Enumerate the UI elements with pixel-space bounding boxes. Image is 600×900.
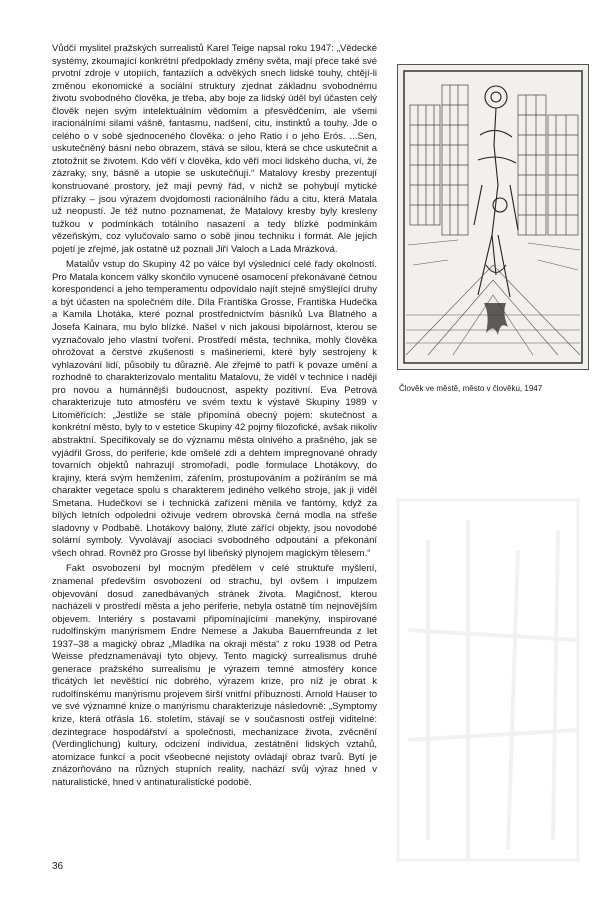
article-body <box>52 43 377 792</box>
page-number: 36 <box>52 861 64 872</box>
paragraph-teige-quote: Vůdčí myslitel pražských surrealistů Karel Teige napsal roku 1947: „Vědecké systémy, zkoumající konkrétní předpoklady změny světa, mají přece také své prvotní zdroje v utopiích, fantaziích a odvěkých snech lidské touhy, chtějí-li změnou ekonomické a sociální struktury zjednat základnu svobodnému životu svobodného člověka, je třeba, aby boje za lidský úděl byl účasten celý člověk nejen svým intelektuálním vědomím a přesvědčením, ale všemi iracionálními silami vášně, fantasmu, nadšení, citu, instinktů a touhy. Jde o celého o v sobě sjednoceného člověka: o jeho Ratio i o jeho Erós. ...Sen, uskutečněný básní nebo obrazem, stává se silou, která se chce uskutečnit a ztotožnit se životem. Kdo věří v člověka, kdo věří moci lidského ducha, ví, že zázraky, sny, básně a utopie se uskutečňují.“ Matalovy kresby prezentují konstruované prostory, jež mají pevný řád, v nichž se pohybují mytické přízraky – jsou výrazem dvojdomosti racionálního řádu a citu, která Matala už neopustí. Je též nutno poznamenat, že Matalovy kresby byly kresleny tužkou v podmínkách totálního nasazení a tedy blízké podmínkám vězeňským, coz vylučovalo samo o sobě jinou techniku i formát. Ale jejich pojetí je zřejmé, jak ostatně už poznali Jiří Valoch a Lada Mrázková. <box>52 43 377 255</box>
artwork-figure <box>397 64 589 370</box>
paragraph-skupina-42: Matalův vstup do Skupiny 42 po válce byl výslednicí celé řady okolností. Pro Matala koncem války skončilo vynucené osamocení překonávané četnou korespondencí a jeho temperamentu odpovídalo najít stejně smýšlející druhy a být účasten na společném díle. Díla Františka Grosse, Františka Hudečka a Kamila Lhotáka, které poznal prostřednictvím básníků Lva Blatného a Josefa Kainara, mu bylo blízké. Našel v nich jakousi bipolárnost, kterou se vyznačovalo jeho vlastní tvoření. Prostředí města, technika, mohly člověka ohrožovat a čerstvé zkušenosti s mašineriemi, které byly sestrojeny k vyhlazování lidí, působily tu důrazně. Ale zřejmě to patří k povaze umění a rozhodně to charakterizovalo mentalitu Matalovu, že viděl v technice i naději pro novou a humánnější budoucnost, aspekty pozitivní. Eva Petrová charakterizuje tuto atmosféru ve svém textu k výstavě Skupiny 1989 v Litoměřicích: „Jestliže se stále připomíná obecný pojem: skutečnost a konkrétní město, byly to v estetice Skupiny 42 pojmy filozofické, avšak nikoliv abstraktní. Specifikovaly se do významu města olnivého a prašného, jak se vyjádřil Gross, do periferie, kde omšelé zdi a dehtem impregnované ohrady tovarních objektů nahrazují stromořadí, podle formulace Lhotákovy, do krajiny, která svým hemžením, zářením, prostupováním a požíráním se má charakter vegetace spolu s charakterem jediného velkého stroje, jak ji viděl Smetana. Hudečkovi se i technická zařízení měnila ve fantómy, když za bílých letních odpoledni oživuje vedrem obrovská černá modla na střeše sladovny v Podbabě. Lhotákovy balóny, žluté zářící objekty, jsou novodobé solární symboly. Vyvolávají asociaci svobodného odpoutání a překonání všech ohrad. Rovněž pro Grosse byl libeňský plynojem magickým tělesem.“ <box>52 259 377 559</box>
paragraph-osvobozeni: Fakt osvobození byl mocným předělem v celé struktuře myšlení, znamenal především osvobození od strachu, byl ovšem i impulzem objevování dosud zanedbávaných stránek života. Magičnost, kterou nacházeli v prostředí města a jeho periferie, nebyla ostatně tím nejnovějším objevem. Interiéry s postavami připomínajícími manekýny, inspirované rudolfínským manýrismem Endre Nemese a Jakuba Bauernfreunda z let 1937–38 a magický obraz „Mladíka na okraji města“ z roku 1938 od Petra Weisse předznamenávají tyto objevy. Tento magický surrealismus druhé generace pražského surrealismu je výrazem temné atmosféry konce třicátých let nevěštící nic dobrého, výrazem krize, pro níž je obrat k rudolfínskému manýrismu projevem širší vnitřní příbuznosti. Arnold Hauser to ve své významné knize o manýrismu charakterizuje následovně: „Symptomy krize, která otřásla 16. stoletím, stávají se v současnosti ostřeji viditelné: dezintegrace hospodářství a společnosti, mechanizace života, zvěcnění (Verdinglichung) kultury, odcizení individua, zestátnění lidských vztahů, atomizace funkcí a pocit všeobecné nejistoty ovládají obraz tvarů. Bytí je znázorňováno na různých stupních reality, nachází svůj výraz hned v naturalistické, hned v antinaturalistické podobě. <box>52 563 377 788</box>
artwork-drawing <box>398 65 588 369</box>
figure-caption: Člověk ve městě, město v člověku, 1947 <box>399 384 543 393</box>
show-through-artwork <box>388 480 593 880</box>
